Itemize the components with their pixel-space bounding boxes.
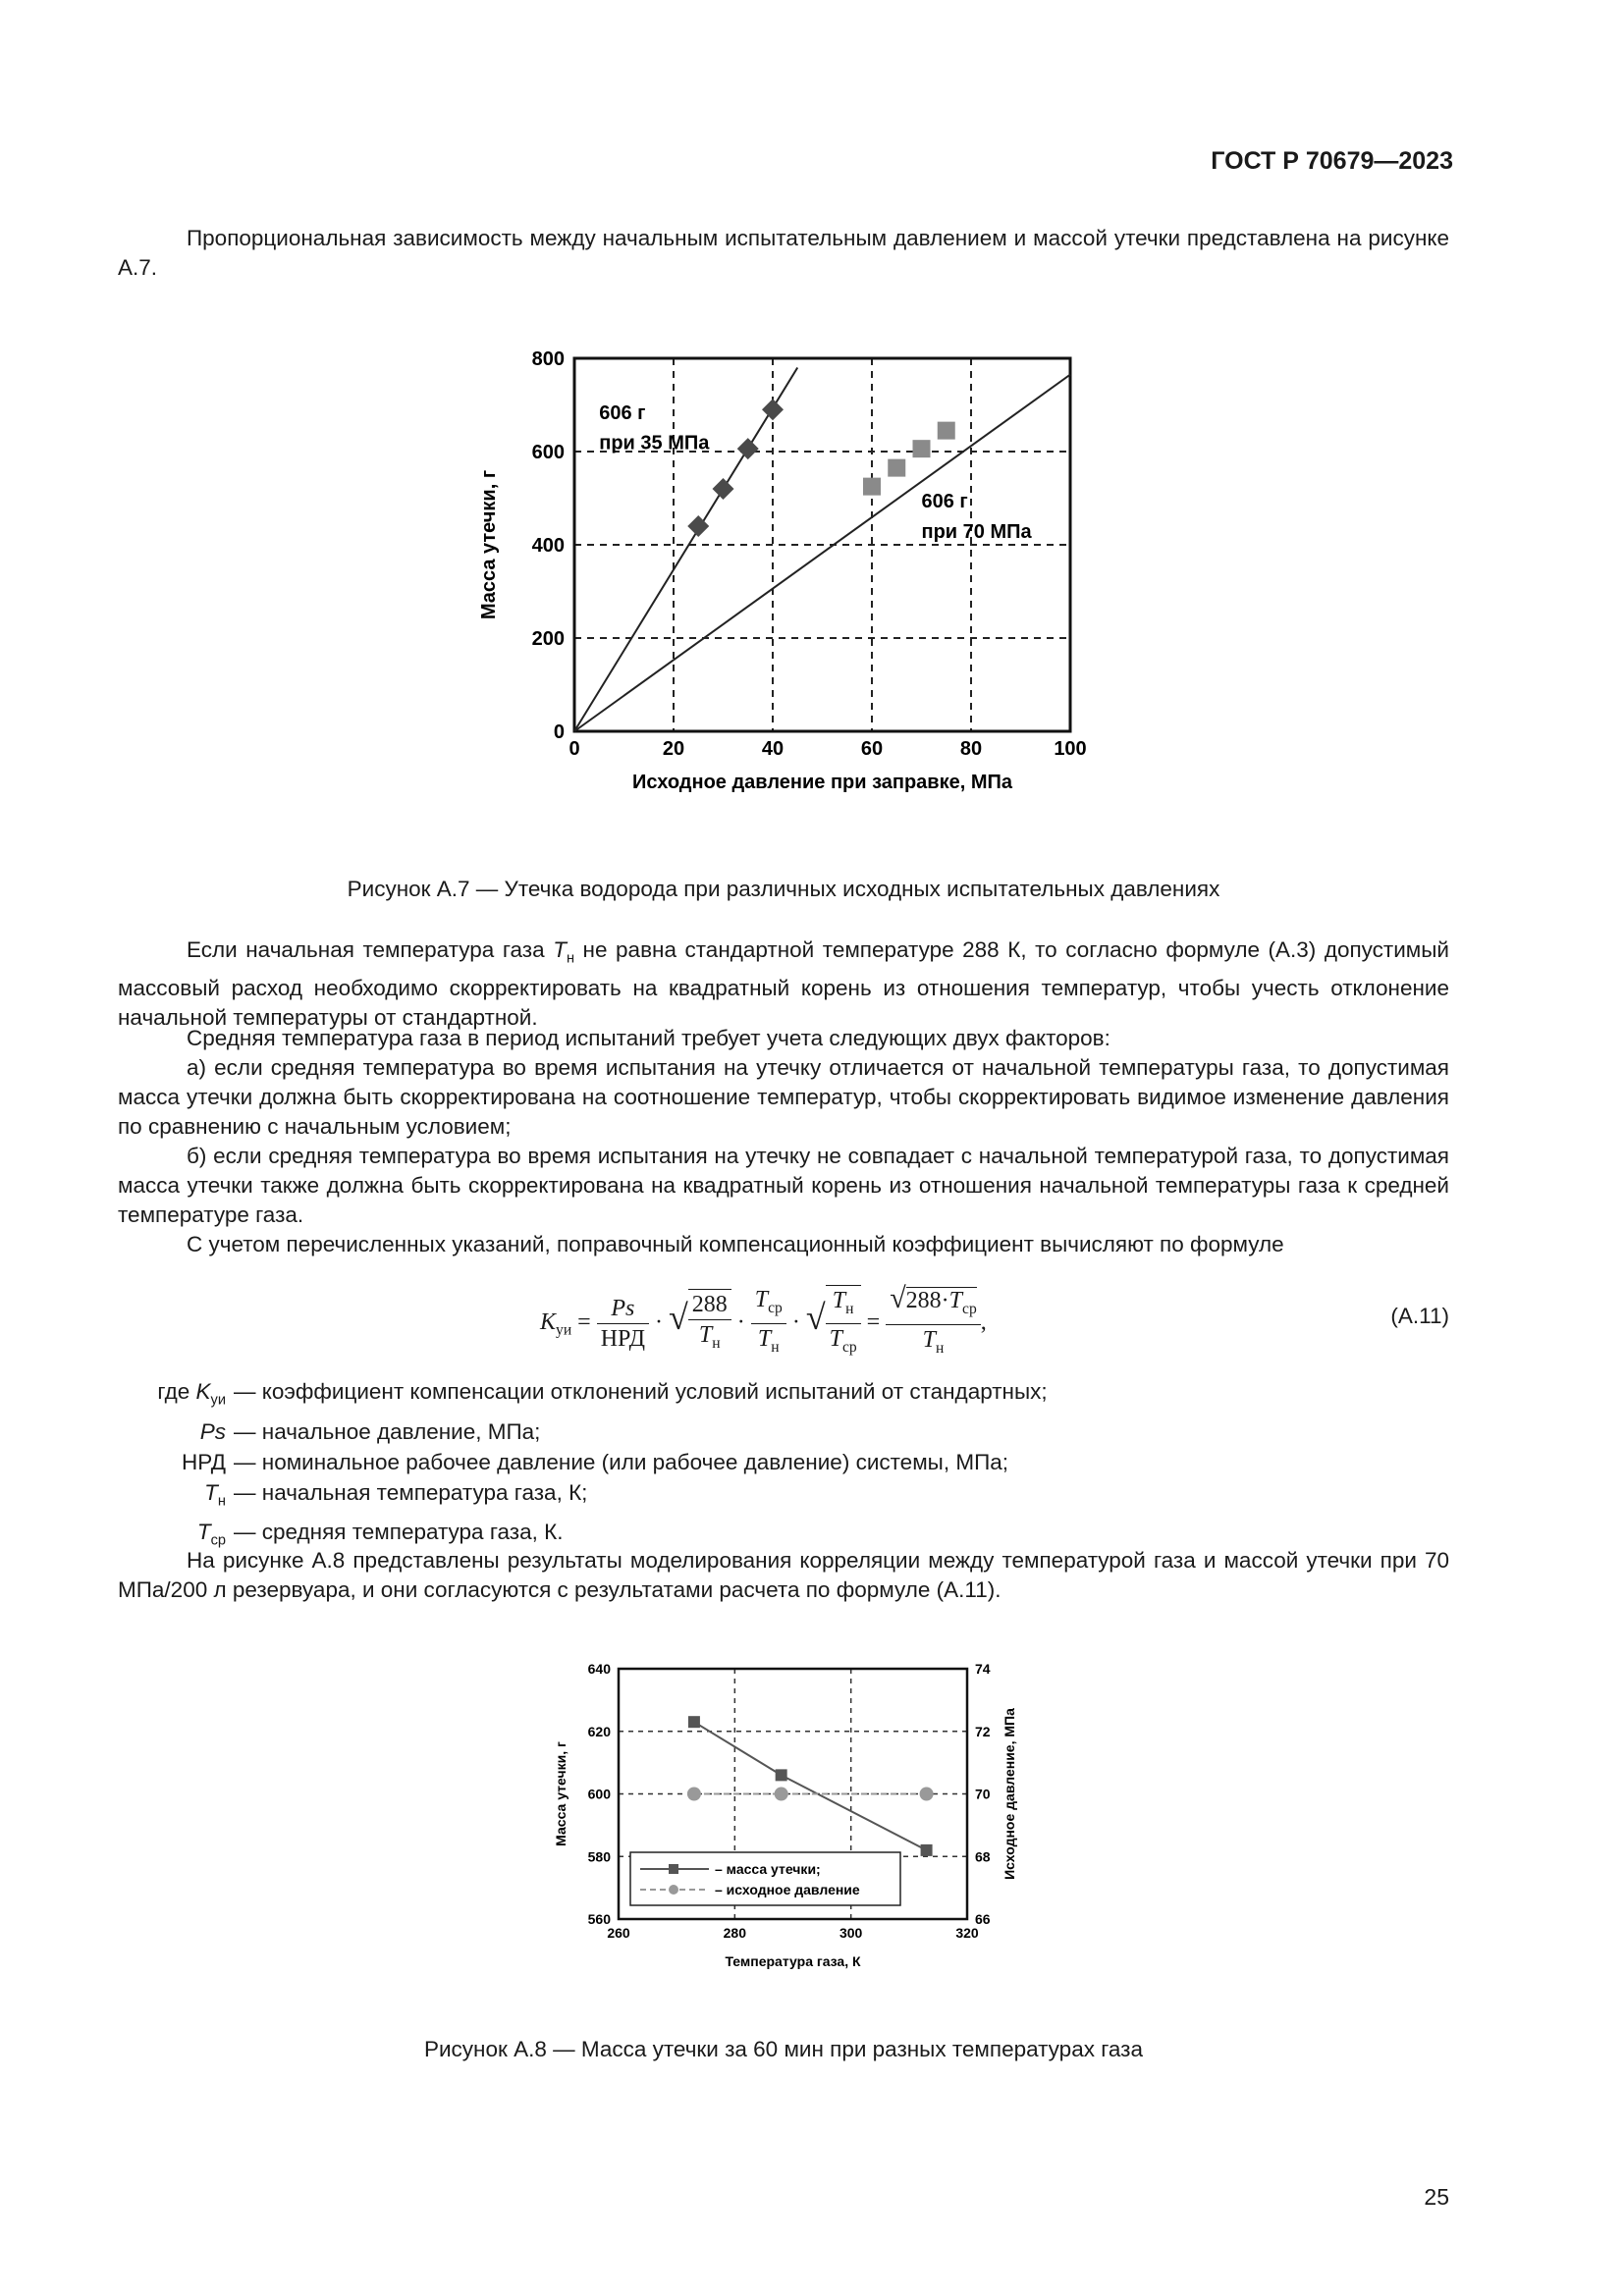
def-k-desc: коэффициент компенсации отклонений условий испытаний от стандартных; — [261, 1379, 1048, 1404]
figure-a7-caption: Рисунок А.7 — Утечка водорода при различных исходных испытательных давлениях — [347, 877, 1220, 901]
def-sym-t-sub: н — [217, 1493, 226, 1509]
y2-tick-label: 68 — [975, 1848, 991, 1865]
document-header: ГОСТ Р 70679—2023 — [1211, 147, 1453, 175]
def-sym-k-sub: уи — [210, 1392, 226, 1409]
paragraph-intro: Пропорциональная зависимость между начальным испытательным давлением и массой утечки представлена на рисунке А.7. — [118, 226, 1449, 280]
sqrt-icon: √ — [890, 1282, 906, 1314]
frac-t: T — [757, 1325, 772, 1352]
fraction-ps-nrd — [597, 1294, 649, 1354]
legend-marker-circle — [669, 1885, 678, 1895]
frac-t: T — [922, 1326, 936, 1353]
y-tick-label: 600 — [531, 442, 565, 463]
data-point-square — [913, 440, 931, 457]
series-label-line1: 606 г — [599, 401, 646, 424]
def-dash: — — [234, 1418, 256, 1444]
sqrt-icon: √ — [805, 1297, 826, 1337]
x-tick-label: 0 — [568, 738, 580, 760]
sqrt-icon: √ — [668, 1297, 688, 1337]
series-line — [574, 375, 1070, 731]
frac-t-sub: ср — [768, 1299, 783, 1316]
chart-figure-a7 — [461, 334, 1110, 805]
frac-num-288: 288 — [905, 1288, 942, 1313]
def-dash: — — [234, 1449, 256, 1474]
data-point-square — [888, 459, 905, 477]
formula-body — [540, 1284, 987, 1363]
x-tick-label: 80 — [959, 738, 983, 760]
def-dash: — — [234, 1379, 256, 1404]
fraction-tn-tsr — [826, 1285, 861, 1363]
paragraph-temperature-after: не равна стандартной температуре 288 К, то согласно формуле (А.3) допустимый массовый расход необходимо скорректировать на квадратный корень из отношения температур, чтобы учесть отклонение начальной температуры от стандартной. — [118, 937, 1450, 1030]
y-tick-label: 200 — [531, 628, 565, 650]
x-tick-label: 260 — [607, 1925, 630, 1941]
fraction-tsr-tn — [751, 1285, 786, 1362]
data-point-square — [921, 1844, 933, 1856]
symbol-tn: T — [553, 937, 567, 962]
formula-dot: · — [791, 1308, 800, 1335]
definition-tn — [118, 1477, 1048, 1518]
series-label-line2: при 35 МПа — [599, 432, 710, 454]
formula-dot: · — [736, 1308, 745, 1335]
paragraph-factor-a: а) если средняя температура во время испытания на утечку отличается от начальной температуры газа, то допустимая масса утечки должна быть скорректирована на соотношение температур, чтобы скорректировать видимое изменение давления по сравнению с начальным условием; — [118, 1055, 1449, 1139]
data-point-circle — [687, 1788, 701, 1801]
frac-t: T — [832, 1287, 846, 1313]
data-point-diamond — [762, 399, 784, 420]
legend-label: – исходное давление — [715, 1882, 860, 1897]
data-point-square — [776, 1769, 787, 1781]
frac-t-sub: н — [712, 1334, 721, 1352]
y-tick-label: 800 — [531, 348, 565, 370]
formula-dot: · — [654, 1308, 663, 1335]
frac-t: T — [698, 1321, 713, 1348]
frac-num-ps: Ps — [597, 1294, 649, 1324]
def-sym-k: K — [195, 1379, 211, 1404]
def-tsr-desc: средняя температура газа, К. — [261, 1520, 564, 1544]
paragraph-figure-a8: На рисунке А.8 представлены результаты моделирования корреляции между температурой газа и массой утечки при 70 МПа/200 л резервуара, и они согласуются с результатами расчета по формуле (А.11). — [118, 1548, 1449, 1602]
y2-tick-label: 70 — [975, 1786, 991, 1802]
definition-nrd — [118, 1447, 1048, 1477]
legend-label: – масса утечки; — [715, 1861, 821, 1877]
where-word: где — [157, 1379, 190, 1404]
series-label-line2: при 70 МПа — [921, 520, 1032, 543]
frac-num-288: 288 — [688, 1290, 731, 1320]
y2-tick-label: 66 — [975, 1911, 991, 1927]
paragraph-formula-intro: С учетом перечисленных указаний, поправочный компенсационный коэффициент вычисляют по формуле — [187, 1232, 1284, 1256]
def-sym-t-sub: ср — [210, 1532, 226, 1549]
series-label-line1: 606 г — [921, 491, 968, 512]
y2-axis-label: Исходное давление, МПа — [1001, 1708, 1017, 1880]
formula-k: K — [540, 1308, 557, 1335]
y-tick-label: 580 — [587, 1848, 611, 1865]
fraction-final — [886, 1284, 981, 1363]
frac-t-sub: н — [845, 1300, 854, 1317]
def-sym-t: T — [196, 1520, 211, 1544]
data-point-square — [688, 1716, 700, 1728]
data-point-diamond — [713, 478, 734, 500]
page-number: 25 — [1424, 2184, 1449, 2210]
paragraph-factors: Средняя температура газа в период испытаний требует учета следующих двух факторов: — [187, 1026, 1110, 1050]
x-axis-label: Исходное давление при заправке, МПа — [631, 772, 1013, 793]
frac-t-sub: ср — [962, 1300, 977, 1317]
def-tn-desc: начальная температура газа, К; — [261, 1479, 588, 1505]
y2-tick-label: 72 — [975, 1723, 991, 1739]
data-point-diamond — [737, 438, 759, 459]
y-tick-label: 0 — [553, 721, 565, 743]
y-axis-label: Масса утечки, г — [478, 469, 500, 620]
formula-k-sub: уи — [556, 1321, 572, 1339]
def-dash: — — [234, 1520, 256, 1544]
paragraph-temperature — [118, 935, 1449, 1033]
x-tick-label: 60 — [860, 738, 884, 760]
fraction-288-tn — [688, 1289, 731, 1359]
formula-dot: · — [941, 1288, 949, 1313]
x-tick-label: 20 — [662, 738, 685, 760]
frac-t: T — [948, 1288, 963, 1313]
frac-t-sub: ср — [841, 1339, 857, 1357]
series-line — [694, 1722, 927, 1850]
paragraph-temperature-before: Если начальная температура газа — [187, 937, 554, 962]
formula-comma: , — [980, 1308, 987, 1335]
data-point-square — [863, 478, 881, 496]
y-axis-label: Масса утечки, г — [553, 1741, 568, 1846]
x-tick-label: 40 — [761, 738, 785, 760]
definition-k — [118, 1376, 1048, 1416]
formula-eq: = — [577, 1308, 591, 1335]
data-point-circle — [775, 1788, 788, 1801]
y-tick-label: 640 — [587, 1661, 611, 1677]
y-tick-label: 400 — [531, 535, 565, 557]
def-sym-ps: Ps — [199, 1418, 226, 1444]
y-tick-label: 560 — [587, 1911, 611, 1927]
data-point-square — [938, 422, 955, 440]
y2-tick-label: 74 — [975, 1661, 991, 1677]
symbol-tn-sub: н — [566, 950, 575, 967]
formula-eq: = — [866, 1308, 881, 1335]
def-dash: — — [234, 1479, 256, 1505]
frac-den-nrd: НРД — [600, 1325, 645, 1352]
frac-t-sub: н — [771, 1338, 780, 1356]
figure-a8-caption: Рисунок А.8 — Масса утечки за 60 мин при разных температурах газа — [423, 2037, 1144, 2061]
x-tick-label: 320 — [955, 1925, 979, 1941]
y-tick-label: 600 — [587, 1786, 611, 1802]
def-ps-desc: начальное давление, МПа; — [261, 1418, 541, 1444]
legend-marker-square — [669, 1864, 678, 1874]
x-tick-label: 280 — [723, 1925, 747, 1941]
paragraph-factor-b: б) если средняя температура во время испытания на утечку не совпадает с начальной температурой газа, то допустимая масса утечки также должна быть скорректирована на квадратный корень из отношения начальной температуры газа к средней температуре газа. — [118, 1144, 1449, 1227]
x-axis-label: Температура газа, К — [725, 1953, 861, 1969]
x-tick-label: 300 — [839, 1925, 863, 1941]
formula-a11 — [118, 1276, 1449, 1364]
def-sym-nrd: НРД — [182, 1449, 226, 1474]
y-tick-label: 620 — [587, 1723, 611, 1739]
def-nrd-desc: номинальное рабочее давление (или рабочее давление) системы, МПа; — [261, 1449, 1009, 1474]
chart-figure-a8 — [540, 1649, 1090, 1973]
definitions-list — [118, 1376, 1048, 1557]
frac-t: T — [829, 1326, 842, 1353]
def-sym-t: T — [204, 1479, 218, 1505]
definition-ps — [118, 1416, 1048, 1447]
formula-number: (А.11) — [1390, 1304, 1449, 1328]
x-tick-label: 100 — [1054, 738, 1087, 760]
frac-t-sub: н — [935, 1339, 945, 1357]
frac-t: T — [754, 1287, 769, 1312]
data-point-circle — [920, 1788, 934, 1801]
